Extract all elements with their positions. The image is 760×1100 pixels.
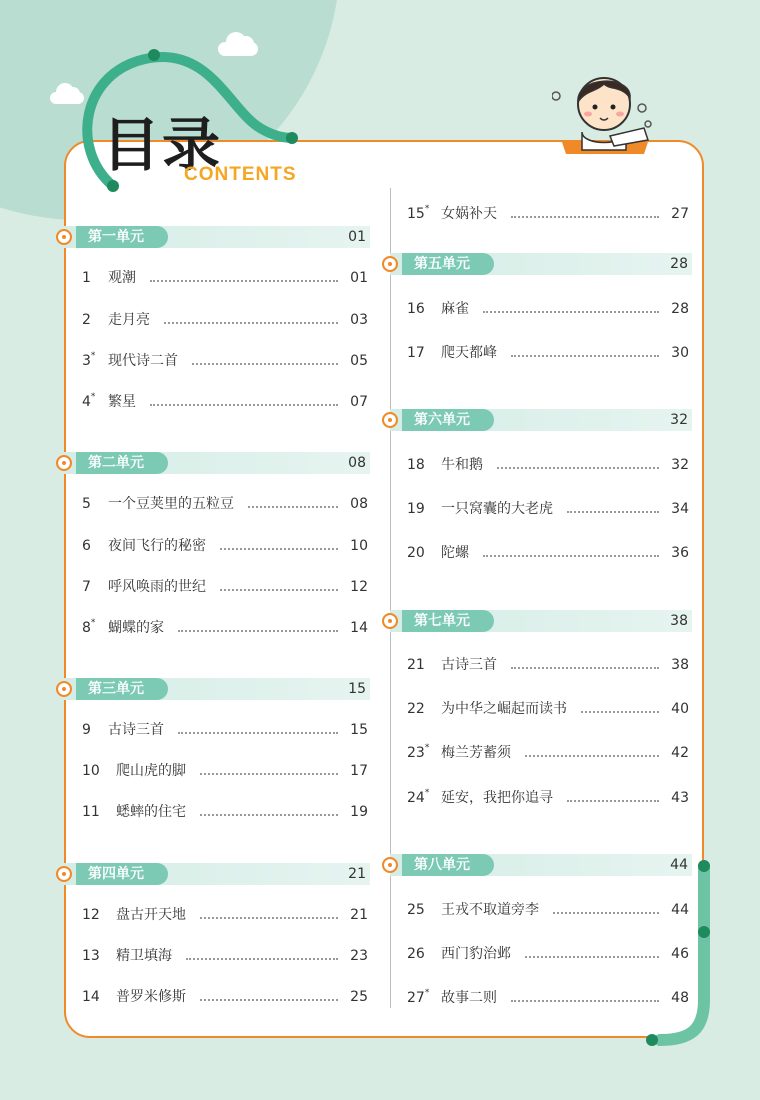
optional-lesson-star: * <box>424 743 430 753</box>
lesson-number <box>407 742 429 764</box>
lesson-number-value: 2 <box>82 312 91 328</box>
lesson-number <box>82 719 91 741</box>
lesson-page-number: 36 <box>671 545 689 561</box>
unit-title: 第四单元 <box>76 863 168 885</box>
lesson-title: 故事二则 <box>441 990 497 1006</box>
unit-page-number: 38 <box>670 613 688 629</box>
lesson-entry[interactable] <box>407 742 689 764</box>
lesson-number-value: 11 <box>82 804 100 820</box>
lesson-title: 爬山虎的脚 <box>116 763 186 779</box>
lesson-number <box>82 617 95 639</box>
leader-dots <box>483 555 659 557</box>
leader-dots <box>220 548 338 550</box>
lesson-page-number: 08 <box>350 496 368 512</box>
unit-header[interactable] <box>390 854 692 876</box>
leader-dots <box>525 755 659 757</box>
lesson-entry[interactable] <box>407 298 689 320</box>
lesson-entry[interactable] <box>407 203 689 225</box>
bullet-icon <box>56 455 72 471</box>
lesson-page-number: 48 <box>671 990 689 1006</box>
lesson-page-number: 27 <box>671 206 689 222</box>
lesson-number-value: 13 <box>82 948 100 964</box>
page-title: 目录 <box>102 111 223 179</box>
unit-page-number: 15 <box>348 681 366 697</box>
leader-dots <box>511 667 659 669</box>
lesson-title: 麻雀 <box>441 301 469 317</box>
lesson-title: 夜间飞行的秘密 <box>108 538 206 554</box>
boy-reading-icon <box>552 68 656 160</box>
lesson-number-value: 22 <box>407 701 425 717</box>
unit-header[interactable] <box>390 409 692 431</box>
lesson-number <box>407 454 425 476</box>
lesson-title: 呼风唤雨的世纪 <box>108 579 206 595</box>
lesson-page-number: 21 <box>350 907 368 923</box>
leader-dots <box>200 814 338 816</box>
lesson-entry[interactable] <box>407 498 689 520</box>
unit-title: 第五单元 <box>402 253 494 275</box>
lesson-number <box>407 899 425 921</box>
lesson-title: 陀螺 <box>441 545 469 561</box>
leader-dots <box>150 404 338 406</box>
lesson-entry[interactable] <box>82 904 368 926</box>
lesson-number <box>82 493 91 515</box>
leader-dots <box>164 322 338 324</box>
lesson-title: 繁星 <box>108 394 136 410</box>
unit-page-number: 32 <box>670 412 688 428</box>
lesson-number <box>407 342 425 364</box>
lesson-page-number: 44 <box>671 902 689 918</box>
lesson-number <box>82 576 91 598</box>
lesson-number <box>82 986 100 1008</box>
unit-page-number: 44 <box>670 857 688 873</box>
lesson-entry[interactable] <box>82 309 368 331</box>
bullet-icon <box>56 866 72 882</box>
leader-dots <box>511 216 659 218</box>
unit-header[interactable] <box>64 226 370 248</box>
lesson-entry[interactable] <box>407 698 689 720</box>
optional-lesson-star: * <box>90 351 96 361</box>
column-divider <box>390 188 391 1008</box>
bullet-icon <box>382 256 398 272</box>
lesson-title: 一只窝囊的大老虎 <box>441 501 553 517</box>
lesson-entry[interactable] <box>407 342 689 364</box>
lesson-number-value: 15 <box>407 206 425 222</box>
unit-page-number: 28 <box>670 256 688 272</box>
lesson-page-number: 30 <box>671 345 689 361</box>
lesson-page-number: 01 <box>350 270 368 286</box>
leader-dots <box>192 363 338 365</box>
lesson-number-value: 8 <box>82 620 91 636</box>
lesson-page-number: 12 <box>350 579 368 595</box>
lesson-title: 古诗三首 <box>441 657 497 673</box>
lesson-title: 为中华之崛起而读书 <box>441 701 567 717</box>
page-subtitle: CONTENTS <box>184 164 297 185</box>
lesson-page-number: 10 <box>350 538 368 554</box>
lesson-number-value: 19 <box>407 501 425 517</box>
lesson-title: 一个豆荚里的五粒豆 <box>108 496 234 512</box>
lesson-entry[interactable] <box>82 719 368 741</box>
unit-header[interactable] <box>64 678 370 700</box>
lesson-page-number: 46 <box>671 946 689 962</box>
lesson-number-value: 3 <box>82 353 91 369</box>
lesson-title: 女娲补天 <box>441 206 497 222</box>
lesson-title: 普罗米修斯 <box>116 989 186 1005</box>
unit-title: 第一单元 <box>76 226 168 248</box>
lesson-page-number: 17 <box>350 763 368 779</box>
lesson-number <box>82 904 100 926</box>
lesson-number <box>407 987 429 1009</box>
leader-dots <box>553 912 659 914</box>
lesson-number-value: 27 <box>407 990 425 1006</box>
lesson-number <box>407 298 425 320</box>
leader-dots <box>567 800 659 802</box>
lesson-title: 精卫填海 <box>116 948 172 964</box>
optional-lesson-star: * <box>90 618 96 628</box>
lesson-number-value: 5 <box>82 496 91 512</box>
leader-dots <box>186 958 338 960</box>
lesson-number <box>407 542 425 564</box>
lesson-page-number: 05 <box>350 353 368 369</box>
leader-dots <box>497 467 659 469</box>
lesson-title: 古诗三首 <box>108 722 164 738</box>
lesson-entry[interactable] <box>82 493 368 515</box>
unit-title: 第八单元 <box>402 854 494 876</box>
leader-dots <box>178 630 338 632</box>
lesson-entry[interactable] <box>407 899 689 921</box>
lesson-number <box>82 535 91 557</box>
lesson-entry[interactable] <box>82 350 368 372</box>
lesson-entry[interactable] <box>82 760 368 782</box>
lesson-title: 走月亮 <box>108 312 150 328</box>
lesson-entry[interactable] <box>82 267 368 289</box>
leader-dots <box>200 773 338 775</box>
lesson-page-number: 25 <box>350 989 368 1005</box>
lesson-entry[interactable] <box>407 787 689 809</box>
lesson-title: 爬天都峰 <box>441 345 497 361</box>
unit-header[interactable] <box>64 863 370 885</box>
lesson-page-number: 23 <box>350 948 368 964</box>
lesson-number <box>82 945 100 967</box>
optional-lesson-star: * <box>90 392 96 402</box>
lesson-number <box>82 267 91 289</box>
lesson-page-number: 28 <box>671 301 689 317</box>
lesson-title: 蝴蝶的家 <box>108 620 164 636</box>
lesson-number <box>407 203 429 225</box>
lesson-number <box>82 391 95 413</box>
lesson-number-value: 9 <box>82 722 91 738</box>
leader-dots <box>581 711 659 713</box>
lesson-number <box>82 760 100 782</box>
leader-dots <box>483 311 659 313</box>
lesson-number-value: 18 <box>407 457 425 473</box>
bullet-icon <box>382 613 398 629</box>
lesson-title: 现代诗二首 <box>108 353 178 369</box>
lesson-number-value: 1 <box>82 270 91 286</box>
lesson-entry[interactable] <box>407 654 689 676</box>
optional-lesson-star: * <box>424 204 430 214</box>
leader-dots <box>248 506 338 508</box>
lesson-page-number: 03 <box>350 312 368 328</box>
unit-page-number: 01 <box>348 229 366 245</box>
lesson-entry[interactable] <box>82 391 368 413</box>
lesson-page-number: 32 <box>671 457 689 473</box>
lesson-number-value: 23 <box>407 745 425 761</box>
lesson-entry[interactable] <box>407 542 689 564</box>
lesson-number <box>82 801 100 823</box>
lesson-number <box>407 698 425 720</box>
lesson-page-number: 07 <box>350 394 368 410</box>
lesson-number-value: 17 <box>407 345 425 361</box>
leader-dots <box>150 280 338 282</box>
lesson-title: 西门豹治邺 <box>441 946 511 962</box>
bullet-icon <box>56 229 72 245</box>
lesson-entry[interactable] <box>82 535 368 557</box>
lesson-page-number: 38 <box>671 657 689 673</box>
lesson-title: 盘古开天地 <box>116 907 186 923</box>
lesson-number-value: 12 <box>82 907 100 923</box>
unit-header[interactable] <box>390 610 692 632</box>
lesson-entry[interactable] <box>407 943 689 965</box>
leader-dots <box>567 511 659 513</box>
lesson-number-value: 10 <box>82 763 100 779</box>
lesson-number-value: 21 <box>407 657 425 673</box>
lesson-page-number: 19 <box>350 804 368 820</box>
lesson-number-value: 16 <box>407 301 425 317</box>
unit-title: 第六单元 <box>402 409 494 431</box>
lesson-page-number: 43 <box>671 790 689 806</box>
leader-dots <box>511 355 659 357</box>
leader-dots <box>200 917 338 919</box>
lesson-title: 王戎不取道旁李 <box>441 902 539 918</box>
lesson-page-number: 14 <box>350 620 368 636</box>
leader-dots <box>178 732 338 734</box>
lesson-number-value: 20 <box>407 545 425 561</box>
leader-dots <box>511 1000 659 1002</box>
unit-page-number: 21 <box>348 866 366 882</box>
lesson-number <box>82 309 91 331</box>
lesson-entry[interactable] <box>82 801 368 823</box>
lesson-number <box>407 498 425 520</box>
lesson-number-value: 4 <box>82 394 91 410</box>
unit-title: 第三单元 <box>76 678 168 700</box>
unit-title: 第二单元 <box>76 452 168 474</box>
lesson-title: 牛和鹅 <box>441 457 483 473</box>
optional-lesson-star: * <box>424 788 430 798</box>
optional-lesson-star: * <box>424 988 430 998</box>
lesson-number <box>407 943 425 965</box>
lesson-page-number: 42 <box>671 745 689 761</box>
bullet-icon <box>382 857 398 873</box>
unit-header[interactable] <box>390 253 692 275</box>
leader-dots <box>525 956 659 958</box>
bullet-icon <box>56 681 72 697</box>
leader-dots <box>220 589 338 591</box>
lesson-number-value: 24 <box>407 790 425 806</box>
unit-title: 第七单元 <box>402 610 494 632</box>
lesson-number-value: 7 <box>82 579 91 595</box>
lesson-number <box>82 350 95 372</box>
lesson-entry[interactable] <box>82 945 368 967</box>
lesson-entry[interactable] <box>407 454 689 476</box>
lesson-entry[interactable] <box>407 987 689 1009</box>
lesson-title: 延安，我把你追寻 <box>441 790 553 806</box>
leader-dots <box>200 999 338 1001</box>
lesson-number-value: 25 <box>407 902 425 918</box>
lesson-entry[interactable] <box>82 617 368 639</box>
lesson-number-value: 6 <box>82 538 91 554</box>
unit-header[interactable] <box>64 452 370 474</box>
lesson-number <box>407 787 429 809</box>
lesson-page-number: 40 <box>671 701 689 717</box>
lesson-title: 蟋蟀的住宅 <box>116 804 186 820</box>
lesson-page-number: 34 <box>671 501 689 517</box>
lesson-number-value: 26 <box>407 946 425 962</box>
lesson-title: 观潮 <box>108 270 136 286</box>
unit-page-number: 08 <box>348 455 366 471</box>
lesson-page-number: 15 <box>350 722 368 738</box>
bullet-icon <box>382 412 398 428</box>
lesson-title: 梅兰芳蓄须 <box>441 745 511 761</box>
lesson-entry[interactable] <box>82 986 368 1008</box>
lesson-number-value: 14 <box>82 989 100 1005</box>
lesson-number <box>407 654 425 676</box>
lesson-entry[interactable] <box>82 576 368 598</box>
